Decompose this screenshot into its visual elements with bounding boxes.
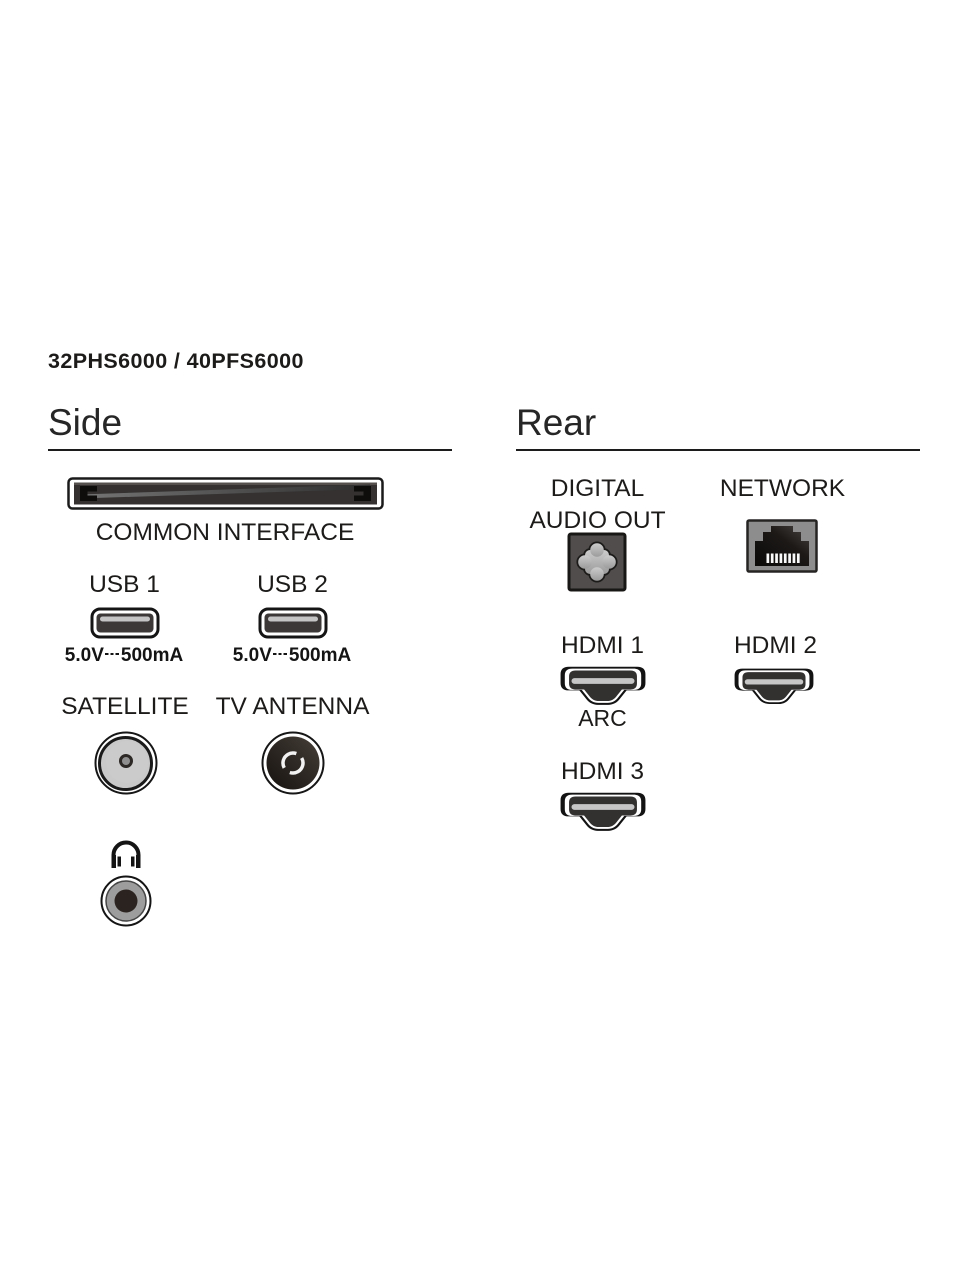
usb-port-icon — [90, 607, 160, 639]
usb2-current: 500mA — [288, 645, 352, 666]
hdmi1-arc-label: ARC — [578, 705, 627, 731]
dc-symbol-icon — [105, 653, 120, 656]
dc-symbol-icon — [273, 653, 288, 656]
usb-port-icon — [258, 607, 328, 639]
usb1-current: 500mA — [120, 645, 184, 666]
model-title: 32PHS6000 / 40PFS6000 — [48, 349, 304, 373]
rear-section-rule — [516, 449, 920, 451]
satellite-f-connector-icon — [94, 731, 158, 795]
hdmi1-label: HDMI 1 — [560, 632, 645, 659]
optical-toslink-port-icon — [567, 532, 627, 592]
headphone-jack-icon — [100, 875, 152, 927]
network-label: NETWORK — [719, 475, 846, 502]
hdmi2-label: HDMI 2 — [733, 632, 818, 659]
side-section-heading: Side — [48, 402, 123, 443]
usb1-label: USB 1 — [89, 571, 160, 598]
common-interface-label: COMMON INTERFACE — [95, 519, 355, 546]
satellite-label: SATELLITE — [61, 693, 189, 720]
hdmi3-label: HDMI 3 — [560, 758, 645, 785]
usb1-voltage: 5.0V — [64, 645, 104, 666]
headphones-icon — [108, 836, 144, 870]
usb1-power-spec — [50, 645, 198, 667]
tv-antenna-label: TV ANTENNA — [215, 693, 370, 720]
usb2-power-spec — [218, 645, 366, 667]
common-interface-slot-icon — [67, 477, 384, 510]
digital-audio-out-label — [520, 473, 675, 537]
hdmi-port-icon — [558, 665, 648, 707]
hdmi-port-icon — [732, 667, 816, 706]
hdmi-port-icon — [558, 791, 648, 833]
coax-antenna-connector-icon — [261, 731, 325, 795]
side-section-rule — [48, 449, 452, 451]
digital-audio-out-label-line2: AUDIO OUT — [529, 507, 666, 534]
rear-section-heading: Rear — [516, 402, 597, 443]
rj45-ethernet-port-icon — [746, 519, 818, 573]
usb2-label: USB 2 — [257, 571, 328, 598]
digital-audio-out-label-line1: DIGITAL — [550, 475, 645, 502]
usb2-voltage: 5.0V — [232, 645, 272, 666]
